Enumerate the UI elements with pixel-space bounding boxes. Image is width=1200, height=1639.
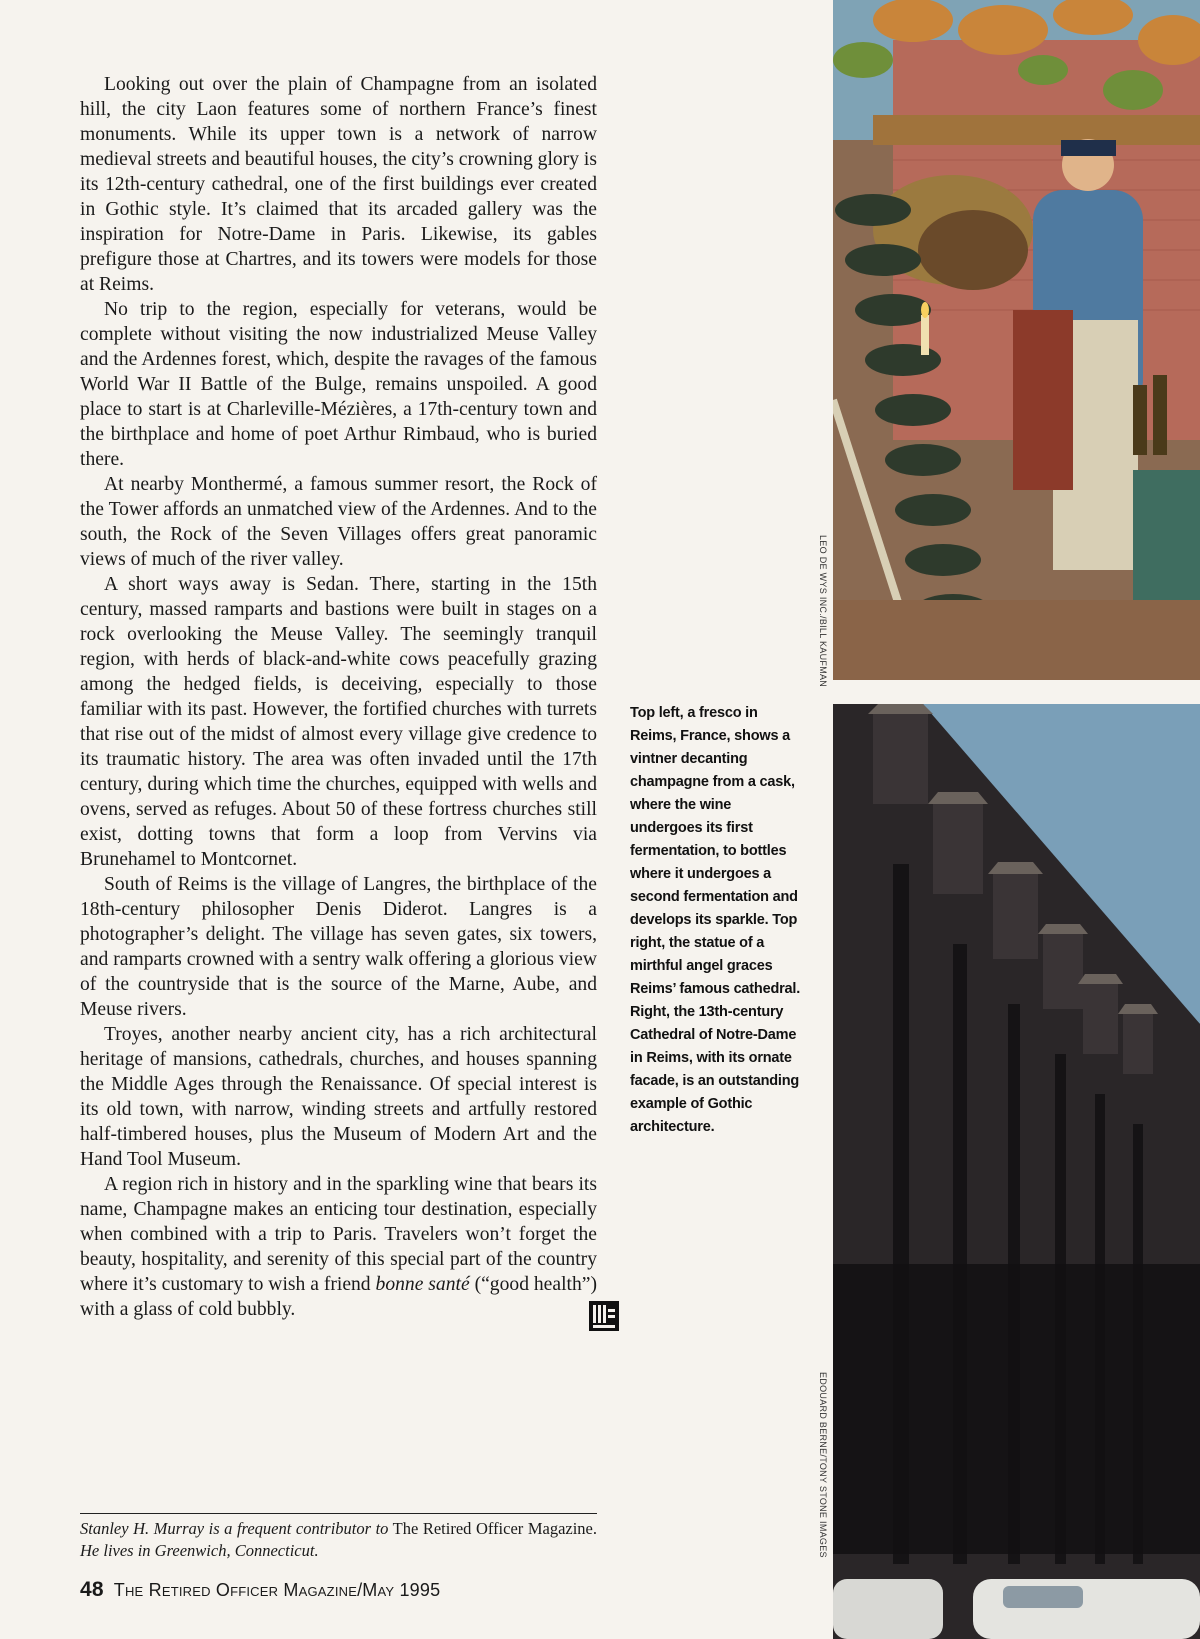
final-text-start: A region rich in history and in the sparkling wine that bears its name, Champagne makes an enticing tour destination, especially when combined with a trip to Paris. Travelers won’t forget the beauty, hospitality, and serenity of this special part of the country where it’s customary to wish a friend: [80, 1174, 597, 1295]
cathedral-image: [833, 704, 1200, 1639]
fresco-image: [833, 0, 1200, 680]
page-footer: [80, 1578, 440, 1602]
bio-part-1: Stanley H. Murray is a frequent contributor to: [80, 1519, 389, 1538]
article-paragraph: At nearby Monthermé, a famous summer resort, the Rock of the Tower affords an unmatched view of the Ardennes. And to the south, the Rock of the Seven Villages offers great panoramic views of much of the river valley.: [80, 474, 597, 570]
bio-divider: [80, 1513, 597, 1514]
article-paragraph: Looking out over the plain of Champagne from an isolated hill, the city Laon features some of northern France’s finest monuments. While its upper town is a network of narrow medieval streets and beautiful houses, the city’s crowning glory is its 12th-century cathedral, one of the first buildings ever created in Gothic style. It’s claimed that its arcaded gallery was the inspiration for Notre-Dame in Paris. Likewise, its gables prefigure those at Chartres, and its towers were models for those at Reims.: [80, 74, 597, 295]
photo-credit-fresco: LEO DE WYS INC./BILL KAUFMAN: [818, 535, 828, 688]
final-text-end: (“good health”) with a glass of cold bubbly.: [80, 1274, 597, 1320]
article-paragraph: South of Reims is the village of Langres, the birthplace of the 18th-century philosopher Denis Diderot. Langres is a photographer’s delight. The village has seven gates, six towers, and ramparts crowned with a sentry walk offering a glorious view of the countryside that is the source of the Marne, Aube, and Meuse rivers.: [80, 874, 597, 1020]
end-mark-icon: [563, 1299, 597, 1333]
bio-part-2: The Retired Officer Magazine.: [388, 1519, 597, 1538]
article-body: [80, 72, 597, 1333]
article-paragraph: No trip to the region, especially for veterans, would be complete without visiting the now industrialized Meuse Valley and the Ardennes forest, which, despite the ravages of the famous World War II Battle of the Bulge, remains unspoiled. A good place to start is at Charleville-Mézières, a 17th-century town and the birthplace and home of poet Arthur Rimbaud, who is buried there.: [80, 299, 597, 470]
article-paragraph: Troyes, another nearby ancient city, has a rich architectural heritage of mansions, cathedrals, churches, and houses spanning the Middle Ages through the Renaissance. Of special interest is its old town, with narrow, winding streets and artfully restored half-timbered houses, plus the Museum of Modern Art and the Hand Tool Museum.: [80, 1024, 597, 1170]
publication-name: The Retired Officer Magazine/May 1995: [113, 1580, 441, 1600]
article-paragraph: A short ways away is Sedan. There, starting in the 15th century, massed ramparts and bastions were built in stages on a rock overlooking the Meuse Valley. The seemingly tranquil region, with herds of black-and-white cows peacefully grazing among the hedged fields, is deceiving, especially to those familiar with its past. However, the fortified churches with turrets that rise out of the midst of almost every village give credence to its traumatic history. The area was often invaded until the 17th century, during which time the churches, equipped with wells and ovens, served as refuges. About 50 of these fortress churches still exist, dotting towns that form a loop from Vervins via Brunehamel to Montcornet.: [80, 574, 597, 870]
article-final-paragraph: [80, 1172, 597, 1322]
photo-credit-cathedral: EDOUARD BERNE/TONY STONE IMAGES: [818, 1372, 828, 1558]
page-number: 48: [80, 1578, 104, 1601]
bio-part-3: He lives in Greenwich, Connecticut.: [80, 1541, 319, 1560]
author-bio: [80, 1518, 597, 1562]
final-text-italic: bonne santé: [375, 1274, 470, 1295]
photo-caption: Top left, a fresco in Reims, France, shows a vintner decanting champagne from a cask, where the wine undergoes its first fermentation, to bottles where it undergoes a second fermentation and develops its sparkle. Top right, the statue of a mirthful angel graces Reims’ famous cathedral. Right, the 13th-century Cathedral of Notre-Dame in Reims, with its ornate facade, is an outstanding example of Gothic architecture.: [630, 705, 801, 1135]
